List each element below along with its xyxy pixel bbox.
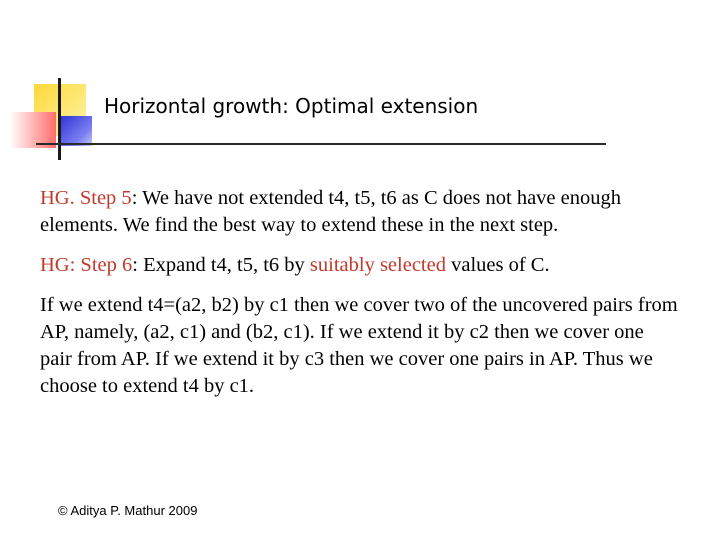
paragraph-step-6 bbox=[40, 252, 680, 279]
step-6-text-before: : Expand t4, t5, t6 by bbox=[132, 254, 310, 276]
step-6-label: HG: Step 6 bbox=[40, 254, 133, 276]
title-underline bbox=[36, 143, 606, 145]
decor-blue-square bbox=[58, 116, 92, 146]
step-6-text-after: values of C. bbox=[445, 254, 550, 276]
paragraph-extension-example: If we extend t4=(a2, b2) by c1 then we cover two of the uncovered pairs from AP, namely, (a2, c1) and (b2, c1). If we extend it by c2 then we cover one pair from AP. If we extend it by c3 then we cover one pairs in AP. Thus we choose to extend t4 by c1. bbox=[40, 294, 678, 397]
step-5-text: : We have not extended t4, t5, t6 as C does not have enough elements. We find the best way to extend these in the next step. bbox=[40, 187, 621, 236]
decor-vertical-line bbox=[58, 78, 61, 160]
step-5-label: HG. Step 5 bbox=[40, 187, 132, 209]
slide-title: Horizontal growth: Optimal extension bbox=[104, 94, 479, 118]
paragraph-step-5 bbox=[40, 185, 680, 239]
copyright-footer: © Aditya P. Mathur 2009 bbox=[58, 503, 198, 518]
step-6-highlight: suitably selected bbox=[309, 254, 446, 276]
slide-body bbox=[40, 185, 680, 413]
